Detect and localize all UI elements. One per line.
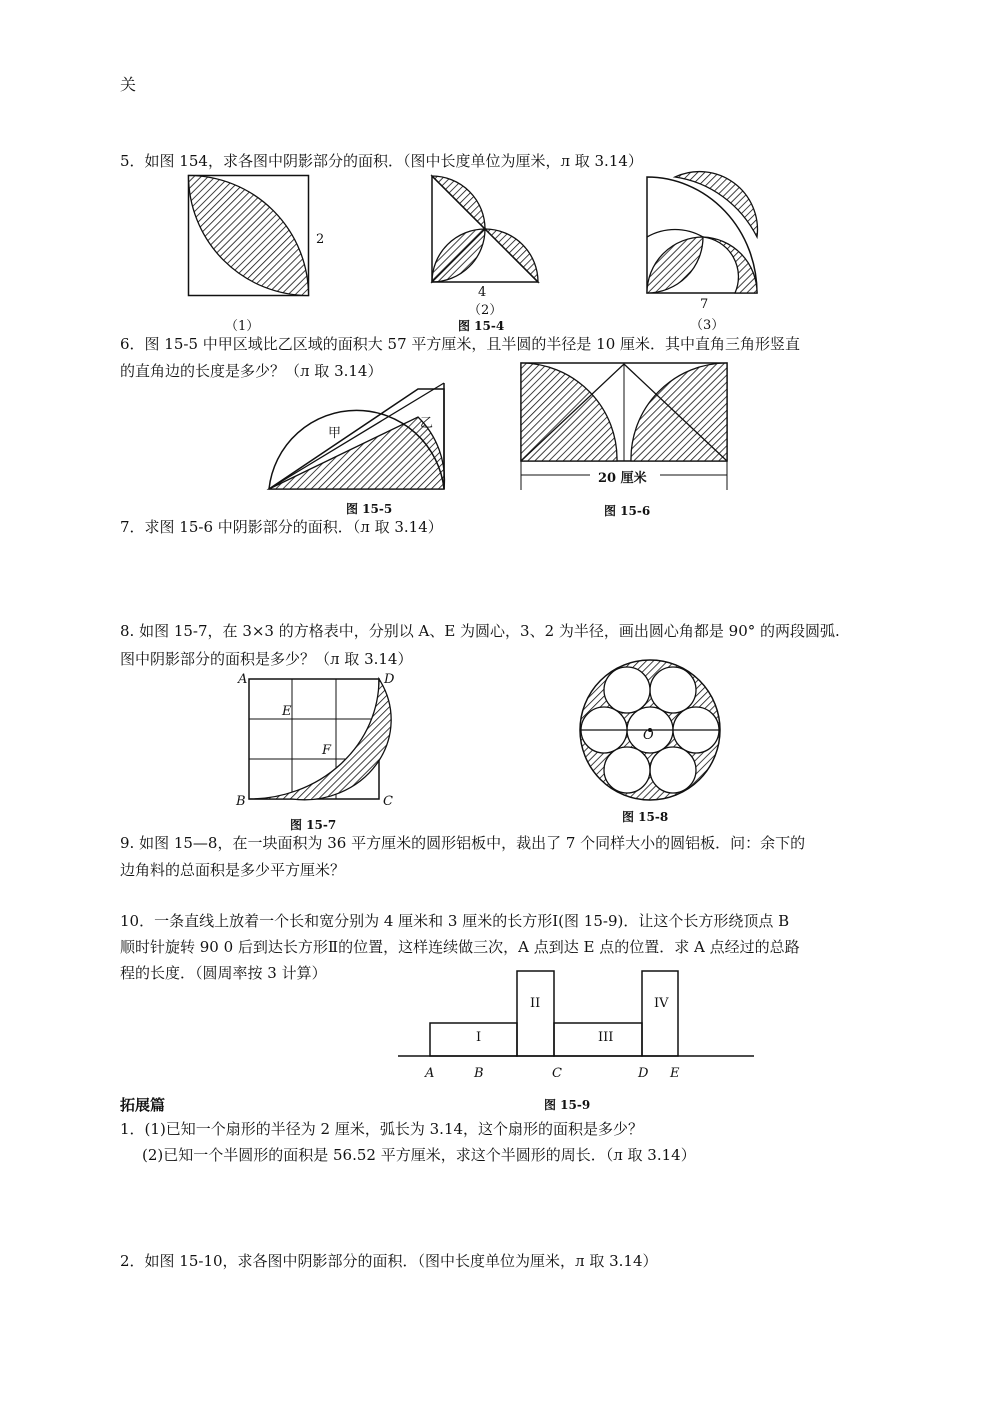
label-F: F bbox=[322, 743, 332, 758]
fig-15-5-caption: 图 15-5 bbox=[346, 502, 393, 516]
fig2-side: 4 bbox=[478, 285, 487, 300]
q8-line1: 8. 如图 15-7，在 3×3 的方格表中，分别以 A、E 为圆心，3、2 为半径，画出圆心角都是 90° 的两段圆弧. bbox=[120, 622, 840, 640]
ext-p1a: 1．(1)已知一个扇形的半径为 2 厘米，弧长为 3.14，这个扇形的面积是多少？ bbox=[120, 1120, 644, 1138]
fig1-label: （1） bbox=[225, 319, 260, 334]
fig-15-4-1 bbox=[188, 175, 313, 300]
rect-IV: IV bbox=[654, 996, 669, 1011]
fig3-side: 7 bbox=[700, 297, 709, 312]
point-D: D bbox=[638, 1066, 649, 1081]
ext-p2: 2．如图 15-10，求各图中阴影部分的面积．（图中长度单位为厘米，л 取 3.14） bbox=[120, 1252, 658, 1270]
label-A: A bbox=[238, 672, 248, 687]
q10-line3: 程的长度．（圆周率按 3 计算） bbox=[120, 964, 327, 982]
rect-I: I bbox=[476, 1030, 482, 1045]
q5-text: 5．如图 154，求各图中阴影部分的面积．（图中长度单位为厘米，л 取 3.14） bbox=[120, 152, 643, 170]
fig-15-4-3 bbox=[645, 175, 760, 295]
point-C: C bbox=[552, 1066, 562, 1081]
rect-II: II bbox=[530, 996, 541, 1011]
fig-15-7-caption: 图 15-7 bbox=[290, 818, 337, 832]
fig-15-9-caption: 图 15-9 bbox=[544, 1098, 591, 1112]
q7-text: 7．求图 15-6 中阴影部分的面积．（л 取 3.14） bbox=[120, 518, 443, 536]
q8-line2: 图中阴影部分的面积是多少？（л 取 3.14） bbox=[120, 650, 413, 668]
header-char: 关 bbox=[120, 75, 137, 94]
fig-15-6-caption: 图 15-6 bbox=[604, 504, 651, 518]
ext-p1b: (2)已知一个半圆形的面积是 56.52 平方厘米，求这个半圆形的周长．（л 取 3.14） bbox=[142, 1146, 696, 1164]
fig3-label: （3） bbox=[690, 318, 725, 333]
fig1-side: 2 bbox=[316, 232, 325, 247]
q6-line2: 的直角边的长度是多少？（л 取 3.14） bbox=[120, 362, 383, 380]
fig-15-4-caption: 图 15-4 bbox=[458, 319, 505, 333]
q10-line2: 顺时针旋转 90 0 后到达长方形Ⅱ的位置，这样连续做三次，A 点到达 E 点的位置．求 A 点经过的总路 bbox=[120, 938, 800, 956]
point-B: B bbox=[474, 1066, 484, 1081]
ext-title: 拓展篇 bbox=[120, 1096, 166, 1114]
fig-15-8-caption: 图 15-8 bbox=[622, 810, 669, 824]
q9-line1: 9. 如图 15—8，在一块面积为 36 平方厘米的圆形铝板中，裁出了 7 个同样大小的圆铝板．问：余下的 bbox=[120, 834, 806, 852]
rect-III: III bbox=[598, 1030, 614, 1045]
q9-line2: 边角料的总面积是多少平方厘米？ bbox=[120, 861, 346, 879]
label-C: C bbox=[383, 794, 393, 809]
q6-line1: 6．图 15-5 中甲区域比乙区域的面积大 57 平方厘米，且半圆的半径是 10 厘米．其中直角三角形竖直 bbox=[120, 335, 801, 353]
fig-15-5 bbox=[268, 383, 448, 493]
fig-15-4-2 bbox=[431, 175, 543, 285]
label-yi: 乙 bbox=[420, 416, 434, 431]
fig2-label: （2） bbox=[468, 303, 503, 318]
point-E: E bbox=[670, 1066, 680, 1081]
fig-15-7 bbox=[248, 678, 383, 803]
label-O: O bbox=[643, 728, 654, 743]
point-A: A bbox=[425, 1066, 435, 1081]
label-B: B bbox=[236, 794, 246, 809]
label-D: D bbox=[384, 672, 395, 687]
label-E: E bbox=[282, 704, 292, 719]
label-jia: 甲 bbox=[328, 426, 342, 441]
q10-line1: 10．一条直线上放着一个长和宽分别为 4 厘米和 3 厘米的长方形Ⅰ(图 15-9)．让这个长方形绕顶点 B bbox=[120, 912, 790, 930]
fig-15-9 bbox=[398, 968, 758, 1060]
fig-15-6-dimension: 20 厘米 bbox=[598, 471, 647, 486]
